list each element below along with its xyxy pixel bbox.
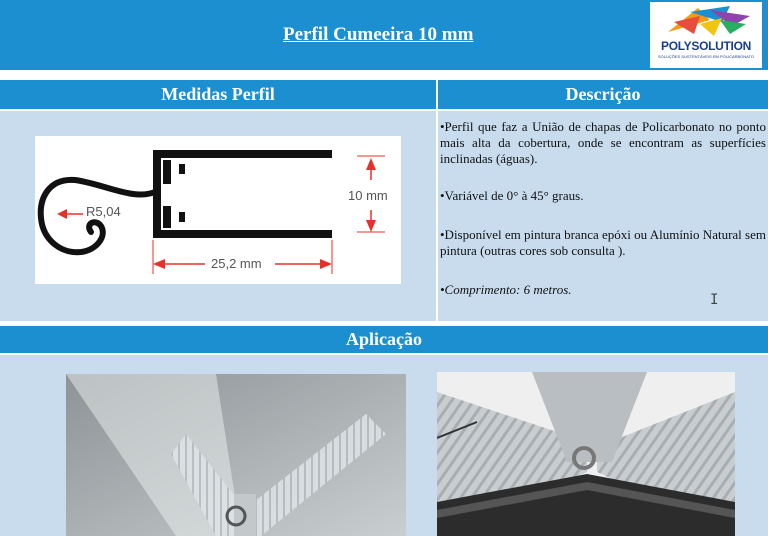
application-photo-1 [66,374,406,536]
profile-drawing [35,136,401,284]
application-photo-2 [437,372,735,536]
text-cursor-icon: I [710,292,719,308]
descricao-header: Descrição [438,80,768,109]
inner-tab-top [163,160,171,184]
logo-mark [650,2,762,42]
description-item: •Comprimento: 6 metros. [440,282,572,297]
height-label: 10 mm [348,188,388,203]
polysolution-logo [650,2,762,68]
description-item: •Perfil que faz a União de chapas de Policarbonato no ponto mais alta da cobertura, onde se encontram as superfícies inclinadas (águas). [440,119,766,166]
medidas-header: Medidas Perfil [0,80,436,109]
description-item: •Disponível em pintura branca epóxi ou Alumínio Natural sem pintura (outras cores sob consulta ). [440,227,766,258]
logo-tagline: SOLUÇÕES SUSTENTÁVEIS EM POLICARBONATO [657,54,755,59]
width-label: 25,2 mm [211,256,262,271]
logo-wordmark: POLYSOLUTION [661,39,751,53]
description-item: •Variável de 0° à 45° graus. [440,188,584,203]
page-title: Perfil Cumeeira 10 mm [283,24,474,45]
title-bar [0,0,768,70]
radius-label: R5,04 [86,204,121,219]
inner-tab-bottom [163,206,171,228]
aplicacao-header: Aplicação [0,326,768,353]
